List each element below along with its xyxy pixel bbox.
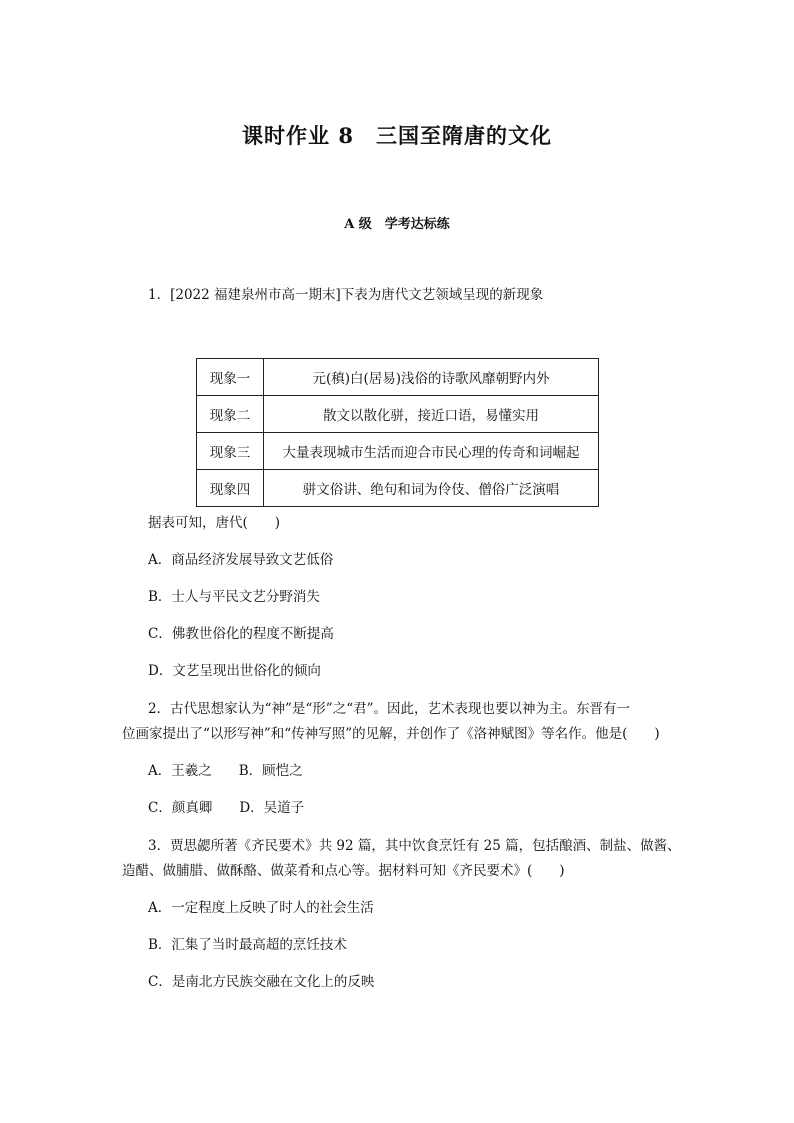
question-3-line-2: 造醋、做脯腊、做酥酪、做菜肴和点心等。据材料可知《齐民要术》( ) [122,863,565,879]
page-title: 课时作业 8 三国至隋唐的文化 [242,123,552,148]
table-cell-text: 元(稹)白(居易)浅俗的诗歌风靡朝野内外 [264,359,599,396]
table-row [197,433,599,470]
question-1-stem: 1．[2022 福建泉州市高一期末]下表为唐代文艺领域呈现的新现象 [148,287,544,303]
question-1-prompt: 据表可知，唐代( ) [148,515,281,531]
table-cell-label: 现象二 [197,396,264,433]
table-row [197,396,599,433]
table-cell-text: 大量表现城市生活而迎合市民心理的传奇和词崛起 [264,433,599,470]
question-2-options-ab[interactable]: A．王羲之 B．顾恺之 [148,763,303,779]
table-cell-label: 现象四 [197,470,264,507]
option-b[interactable]: B．汇集了当时最高超的烹饪技术 [148,937,347,953]
phenomena-table [196,358,599,507]
option-a[interactable]: A．商品经济发展导致文艺低俗 [148,552,334,568]
option-b[interactable]: B．士人与平民文艺分野消失 [148,589,320,605]
question-2-options-cd[interactable]: C．颜真卿 D．吴道子 [148,800,305,816]
table-cell-text: 骈文俗讲、绝句和词为伶伎、僧俗广泛演唱 [264,470,599,507]
question-2-line-2: 位画家提出了“以形写神”和“传神写照”的见解，并创作了《洛神赋图》等名作。他是( ) [122,726,660,742]
table-row [197,359,599,396]
table-row [197,470,599,507]
option-d[interactable]: D．文艺呈现出世俗化的倾向 [148,663,321,679]
question-3-line-1: 3．贾思勰所著《齐民要术》共 92 篇，其中饮食烹饪有 25 篇，包括酿酒、制盐、做酱、 [148,838,681,854]
option-c[interactable]: C．佛教世俗化的程度不断提高 [148,626,334,642]
table-cell-label: 现象一 [197,359,264,396]
section-heading: A 级 学考达标练 [344,217,450,232]
option-c[interactable]: C．是南北方民族交融在文化上的反映 [148,974,375,990]
table-cell-text: 散文以散化骈，接近口语，易懂实用 [264,396,599,433]
option-a[interactable]: A．一定程度上反映了时人的社会生活 [148,900,374,916]
table-cell-label: 现象三 [197,433,264,470]
question-2-line-1: 2．古代思想家认为“神”是“形”之“君”。因此，艺术表现也要以神为主。东晋有一 [148,701,630,717]
